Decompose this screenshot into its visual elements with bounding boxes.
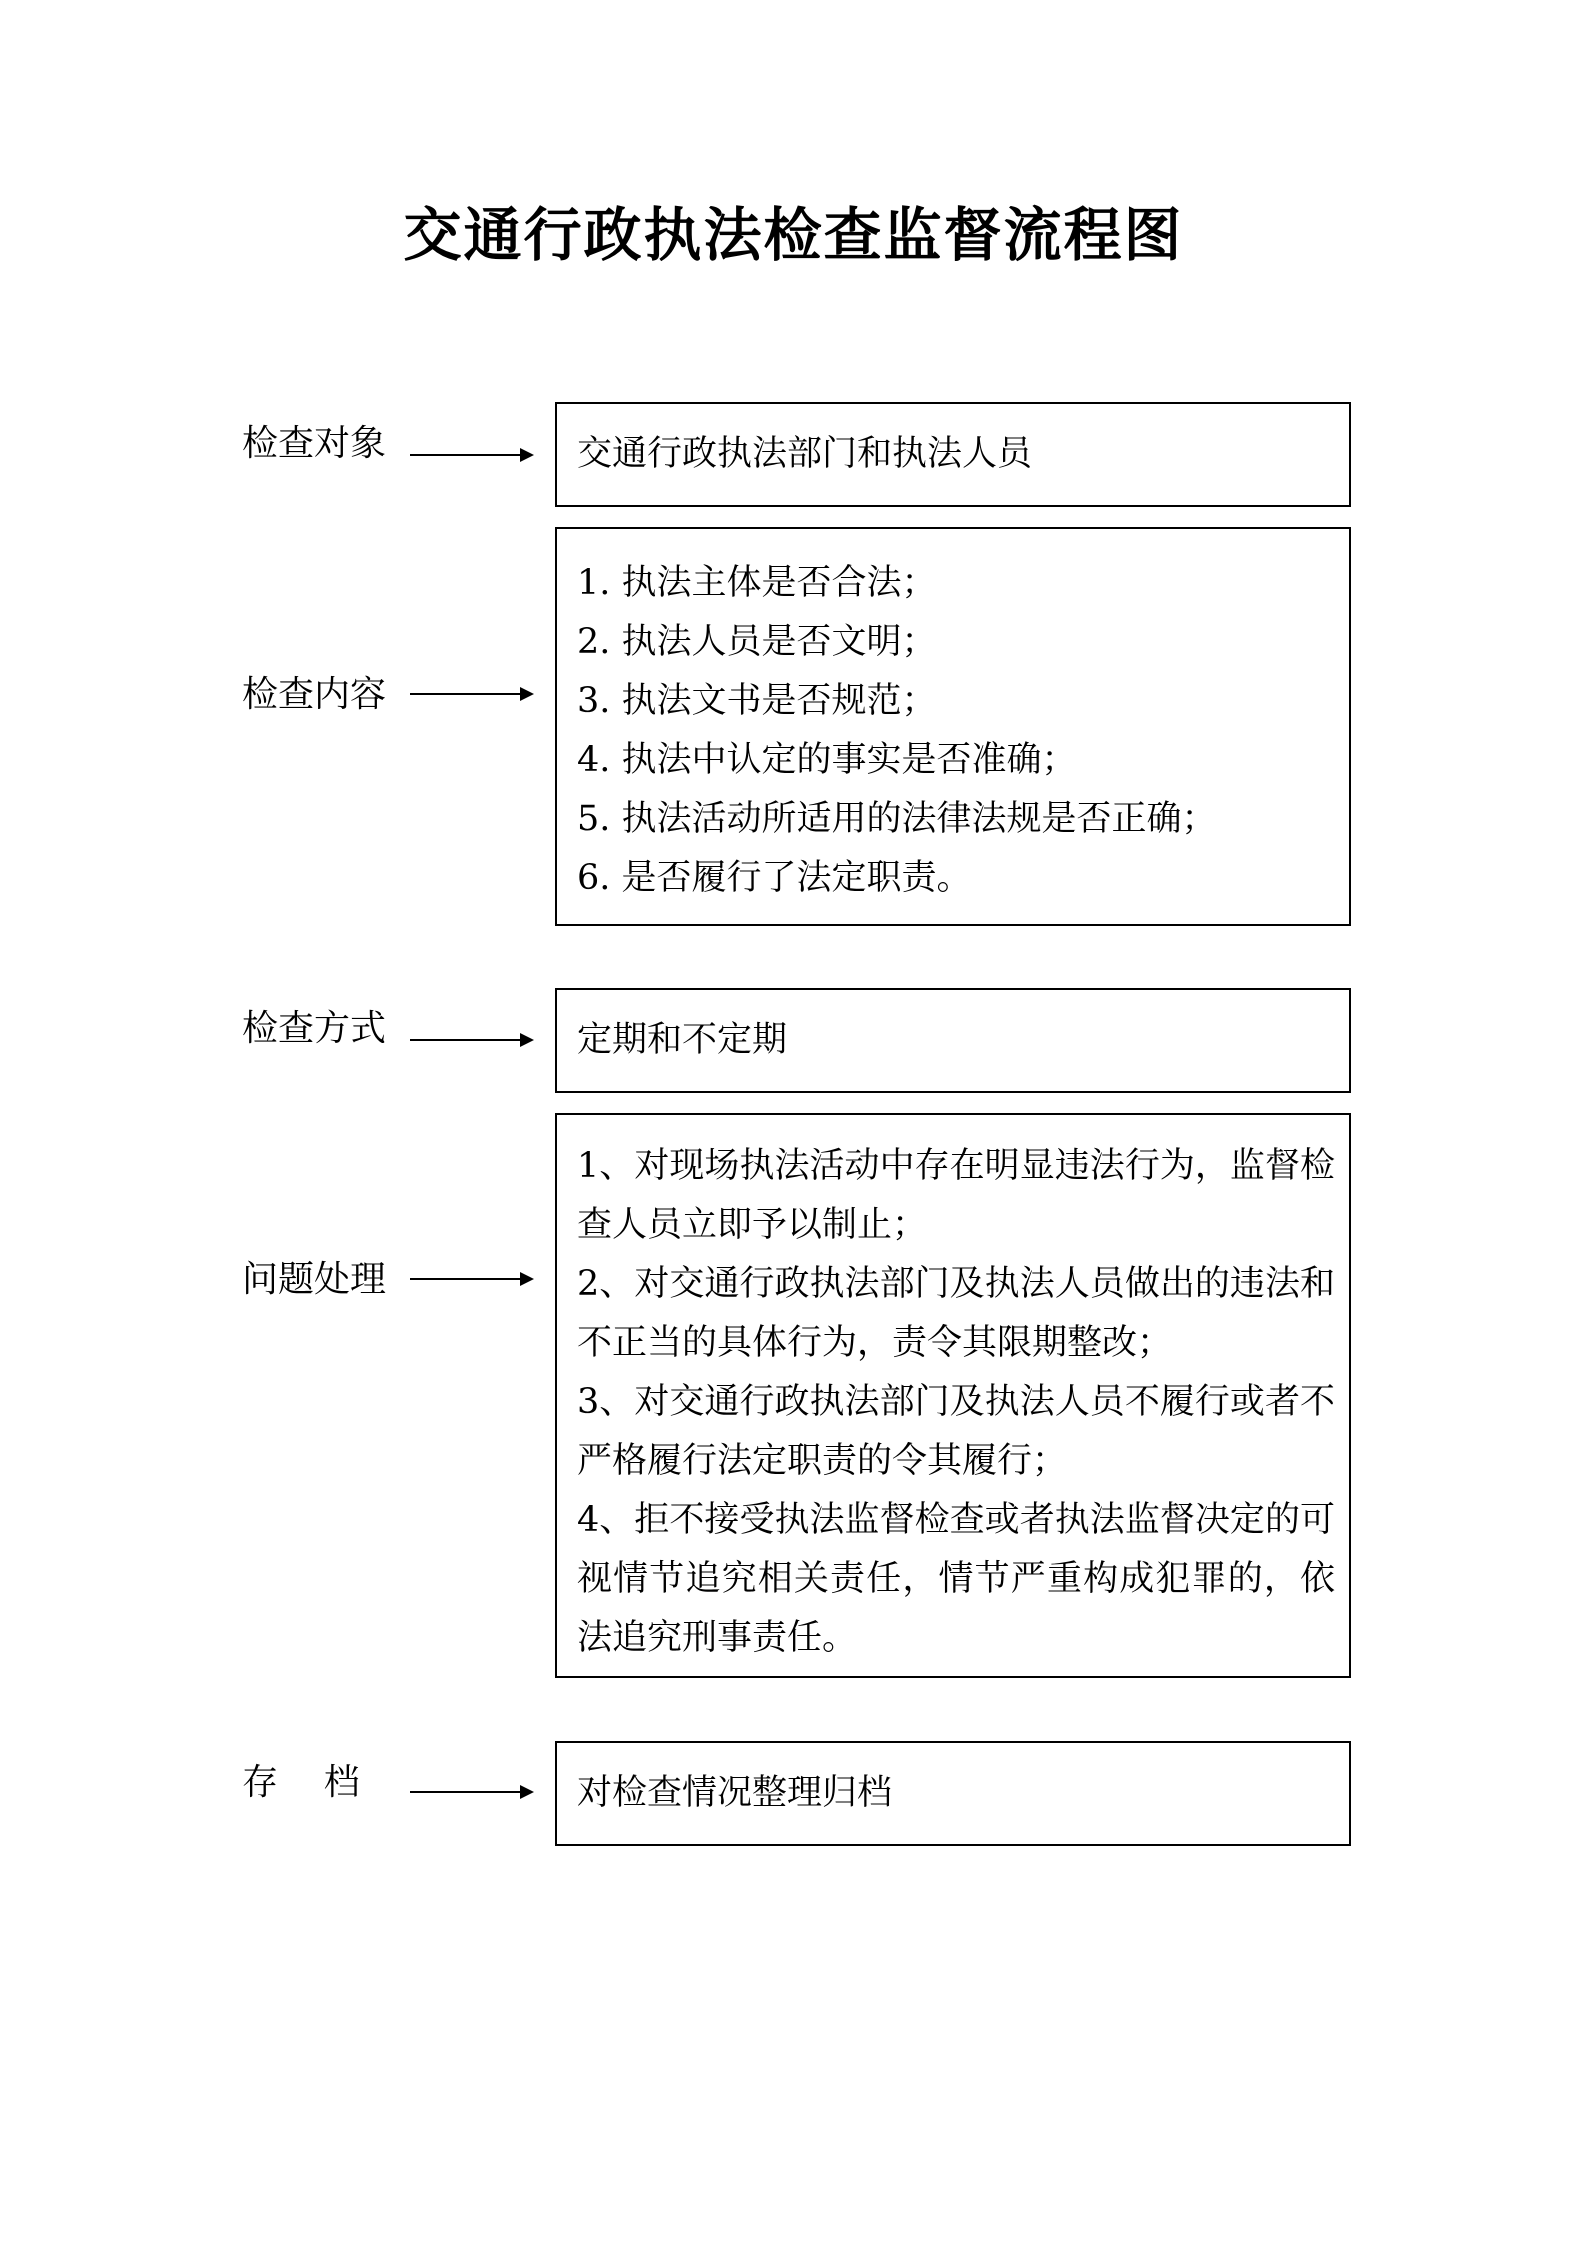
list-item: 2、对交通行政执法部门及执法人员做出的违法和不正当的具体行为，责令其限期整改； (577, 1264, 1335, 1363)
box-problem-handling (555, 1113, 1351, 1678)
arrow-icon (410, 1782, 534, 1802)
list-item: 2. 执法人员是否文明； (577, 622, 937, 662)
step-label-inspection-method: 检查方式 (242, 1008, 387, 1049)
list-item: 3. 执法文书是否规范； (577, 681, 937, 721)
step-label-archive: 存 档 (242, 1762, 360, 1803)
box-inspection-target (555, 402, 1351, 507)
list-item: 3、对交通行政执法部门及执法人员不履行或者不严格履行法定职责的令其履行； (577, 1382, 1335, 1481)
step-label-inspection-content: 检查内容 (242, 674, 387, 715)
step-label-inspection-target: 检查对象 (242, 423, 387, 464)
page-title: 交通行政执法检查监督流程图 (403, 201, 1184, 269)
list-item: 4、拒不接受执法监督检查或者执法监督决定的可视情节追究相关责任，情节严重构成犯罪的，依法追究刑事责任。 (577, 1500, 1335, 1658)
arrow-icon (410, 684, 534, 704)
box-archive (555, 1741, 1351, 1846)
list-item: 1. 执法主体是否合法； (577, 563, 937, 603)
list-item: 4. 执法中认定的事实是否准确； (577, 740, 1077, 780)
box-inspection-content (555, 527, 1351, 926)
arrow-icon (410, 445, 534, 465)
list-item: 6. 是否履行了法定职责。 (577, 858, 972, 898)
box-text: 对检查情况整理归档 (577, 1773, 893, 1813)
arrow-icon (410, 1030, 534, 1050)
box-text: 定期和不定期 (577, 1020, 788, 1060)
step-label-problem-handling: 问题处理 (242, 1259, 387, 1300)
inspection-content-list (577, 554, 1335, 908)
arrow-icon (410, 1269, 534, 1289)
list-item: 1、对现场执法活动中存在明显违法行为，监督检查人员立即予以制止； (577, 1146, 1335, 1245)
box-inspection-method (555, 988, 1351, 1093)
box-text: 交通行政执法部门和执法人员 (577, 434, 1033, 474)
list-item: 5. 执法活动所适用的法律法规是否正确； (577, 799, 1217, 839)
